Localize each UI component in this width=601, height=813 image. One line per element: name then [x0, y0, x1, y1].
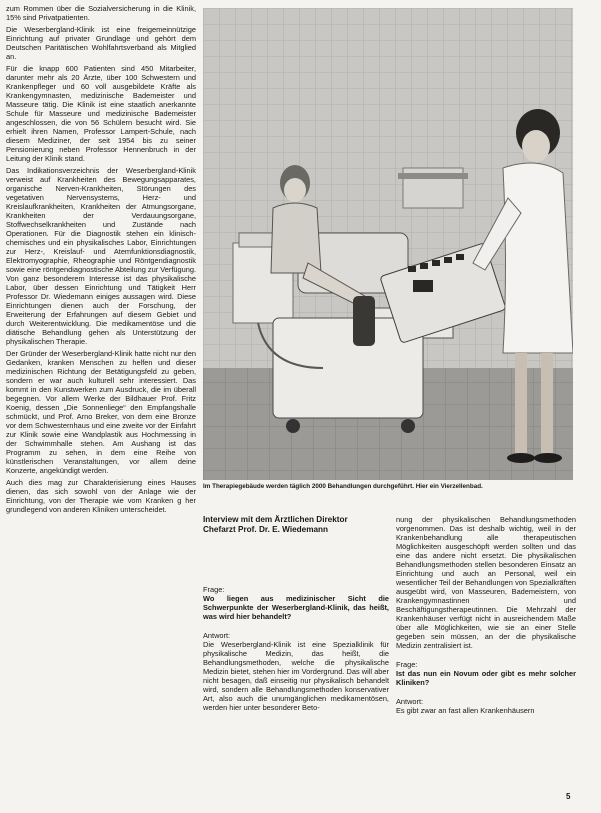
interview-subtitle: Chefarzt Prof. Dr. E. Wiedemann: [203, 525, 329, 534]
answer-continuation: nung der physikalischen Behandlungsmethoden vorgenommen. Das ist deshalb wichtig, weil in der Krankenbehandlung alle therapeutischen Möglichkeiten ausgeschöpft werden sollten und das eine das andere nicht ersetzt. Die physikalischen Behandlungsmethoden stellen besonderen Einsatz an Einrichtung und auch an Personal, weil ein wesentlicher Teil der Behandlungen von Spezialkräften ausgeübt wird, von Masseuren, Bademeistern, von Krankengymnastinnen und Beschäftigungstherapeutinnen. Die Mehrzahl der Krankenhäuser verfügt nicht in ausreichendem Maße über alle Möglichkeiten, wie sie an einer Stelle gegeben sein müssen, an der die physikalische Medizin zentralisiert ist.: [396, 515, 576, 650]
paragraph: Das Indikationsverzeichnis der Weserbergland-Klinik verweist auf Krankheiten des Bewegungsapparates, organische Nerven-Krankheiten, Störungen des vegetativen Nervensystems, Herz- und Kreislaufkrankheiten, Krankheiten der Atmungsorgane, Krankheiten der Verdauungsorgane, Stoffwechselkrankheiten und Zustände nach Operationen. Für die Diagnostik stehen ein klinisch-chemisches und ein physikalisches Labor, Einrichtungen zur Herz-, Kreislauf- und Atemfunktionsdiagnostik, Elektromyographie, Rheographie und Röntgendiagnostik sowie eine röntgendiagnostische Abteilung zur Verfügung. Von ganz besonderem Interesse ist das physikalische Labor, über dessen Einrichtung und Tätigkeit Herr Professor Dr. Wiedemann einiges aussagen wird. Diese Einrichtungen dienen auch der Forschung, der Erweiterung der Erfahrungen auf diesem Gebiet und durch Weiterentwicklung. Die medikamentöse und die diätische Behandlung gehen als Unterstützung der physikalischen Therapie.: [6, 166, 196, 346]
paragraph: Auch dies mag zur Charakterisierung eines Hauses dienen, das sich sowohl von der Anlage wie der Einrichtung, von der Therapie wie vom Kranken g her grundlegend von anderen Kliniken unterscheidet.: [6, 478, 196, 514]
paragraph: zum Rommen über die Sozialversicherung in die Klinik, 15% sind Privatpatienten.: [6, 4, 196, 22]
interview-column-right: [396, 515, 576, 715]
interview-column-middle: [203, 515, 389, 712]
answer-label: Antwort:: [396, 697, 424, 706]
left-text-column: [6, 4, 196, 517]
paragraph: Für die knapp 600 Patienten sind 450 Mitarbeiter, darunter mehr als 20 Ärzte, über 100 Schwestern und Krankenpfleger und 60 voll ausgebildete Kräfte als Krankengymnasten, medizinische Bademeister und Masseure tätig. Die Klinik ist eine staatlich anerkannte Schule für Masseure und medizinische Bademeister angeschlossen, die von 56 Schülern besucht wird. Sie erhielt ihren Namen, Professor Lampert-Schule, nach diesem Mediziner, der seit 1954 bis zu seiner Pensionierung neben Professor Hennenbruch in der Leitung der Klinik stand.: [6, 64, 196, 163]
question-text: Ist das nun ein Novum oder gibt es mehr solcher Kliniken?: [396, 669, 576, 687]
paragraph: Die Weserbergland-Klinik ist eine freigemeinnützige Einrichtung auf privater Grundlage und gehört dem Deutschen Paritätischen Wohlfahrtsverband als Mitglied an.: [6, 25, 196, 61]
answer-text: Es gibt zwar an fast allen Krankenhäusern: [396, 706, 535, 715]
therapy-room-illustration: [203, 8, 573, 480]
paragraph: Der Gründer der Weserbergland-Klinik hatte nicht nur den Gedanken, kranken Menschen zu helfen und dieser medizinischen Richtung der Betätigungsfeld zu geben, sondern er war auch kulturell sehr interessiert. Das kommt in den Kunstwerken zum Ausdruck, die im überall begegnen. Vor allem Werke der Bildhauer Prof. Fritz Koenig, dessen „Die Sonnenliege“ den Empfangshalle schmückt, und Prof. Arno Breker, von dem eine Bronze vor dem Schwesternhaus und eine zweite vor der Einfahrt zur Klinik sowie eine Wandplastik aus Hochmessing in der Schwimmhalle stehen. Am Aushang ist das Programm zu sehen, in dem eine Reihe von künstlerischen Veranstaltungen, vor allem deine Konzerte, angekündigt werden.: [6, 349, 196, 475]
page-number: 5: [566, 792, 571, 801]
answer-text: Die Weserbergland-Klinik ist eine Spezialklinik für physikalische Medizin, das heißt, die Behandlungsmethoden, welche die physikalische Medizin bietet, stehen hier im Vordergrund. Das will aber nicht besagen, daß einseitig nur physikalisch behandelt wird, sondern alle Behandlungsmethoden konservativer Art, also auch die unumgänglichen medikamentösen, werden hier unter besonderer Beto-: [203, 640, 389, 712]
photo-caption: Im Therapiegebäude werden täglich 2000 Behandlungen durchgeführt. Hier ein Vierzellenbad.: [203, 483, 483, 490]
question-label: Frage:: [396, 660, 418, 669]
therapy-photo: [203, 8, 573, 480]
question-label: Frage:: [203, 585, 225, 594]
interview-title: Interview mit dem Ärztlichen Direktor: [203, 515, 348, 524]
question-text: Wo liegen aus medizinischer Sicht die Schwerpunkte der Weserbergland-Klinik, das heißt, was wird hier behandelt?: [203, 594, 389, 621]
answer-label: Antwort:: [203, 631, 231, 640]
